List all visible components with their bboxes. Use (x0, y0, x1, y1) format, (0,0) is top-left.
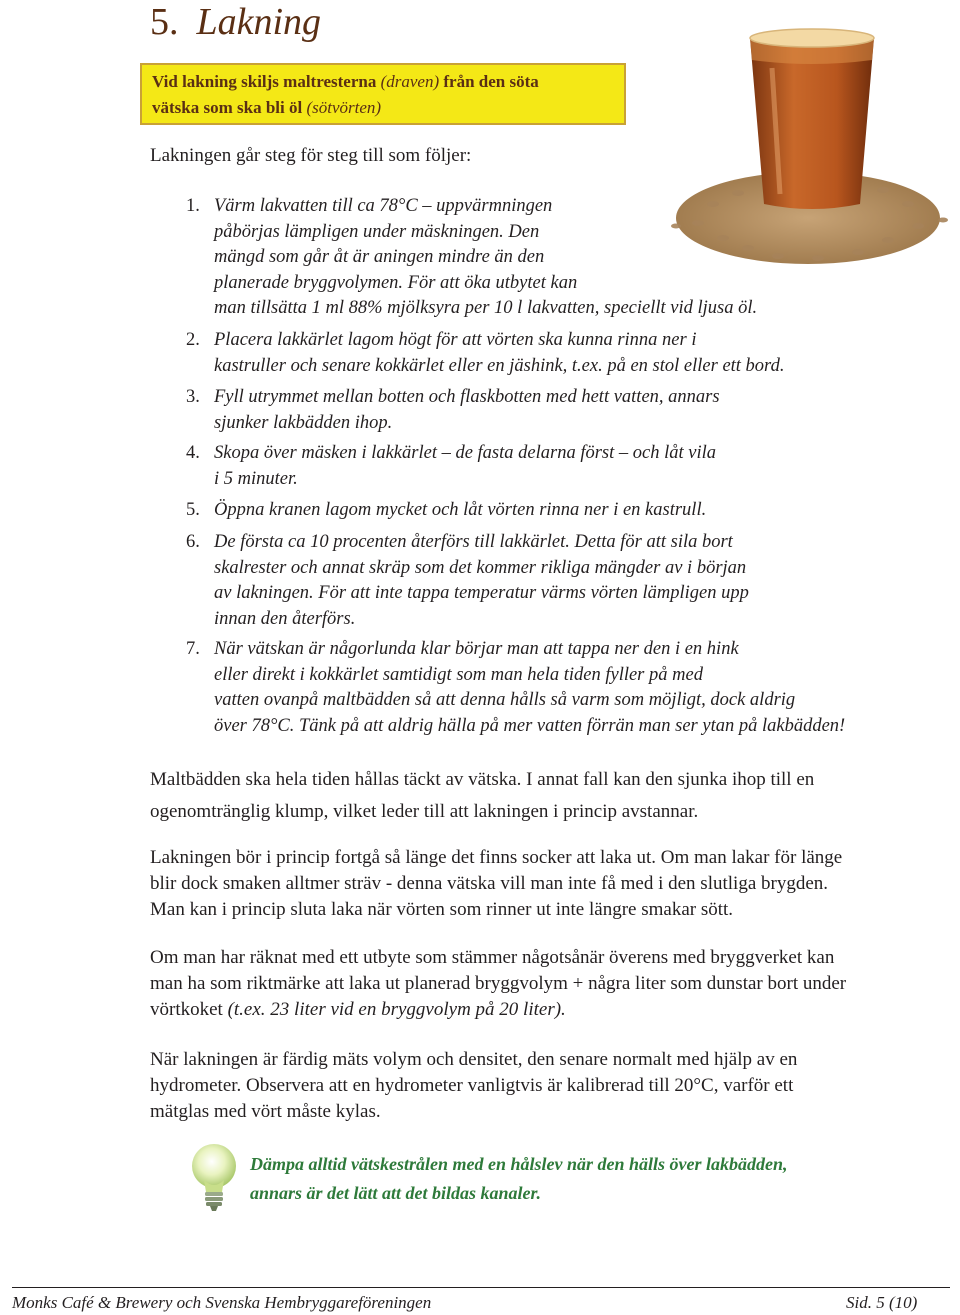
paragraph-line: hydrometer. Observera att en hydrometer vanligtvis är kalibrerad till 20°C, varför ett (150, 1075, 794, 1096)
step-number: 2. (186, 330, 200, 350)
section-number: 5. (150, 1, 179, 43)
step-number: 5. (186, 500, 200, 520)
step-line: När vätskan är någorlunda klar börjar man att tappa ner den i en hink (214, 639, 739, 659)
paragraph-lautering-duration (150, 845, 930, 923)
tip-line: annars är det lätt att det bildas kanaler. (250, 1183, 542, 1203)
page-title (150, 0, 321, 44)
step-line: Öppna kranen lagom mycket och låt vörten rinna ner i en kastrull. (214, 500, 707, 520)
paragraph-line: Lakningen bör i princip fortgå så länge det finns socker att laka ut. Om man lakar för länge (150, 847, 843, 868)
step-number: 6. (186, 532, 200, 552)
step-line: påbörjas lämpligen under mäskningen. Den (214, 221, 540, 242)
paragraph-line: När lakningen är färdig mäts volym och densitet, den senare normalt med hjälp av en (150, 1049, 798, 1070)
step-line: över 78°C. Tänk på att aldrig hälla på mer vatten förrän man ser ytan på lakbädden! (214, 715, 846, 736)
step-number: 7. (186, 639, 200, 659)
page-number: Sid. 5 (10) (846, 1293, 918, 1312)
intro-text-2: (draven) (380, 72, 440, 91)
paragraph-line: vörtkoket (150, 999, 228, 1020)
step-line: mängd som går åt är aningen mindre än den (214, 247, 545, 267)
step-line: av lakningen. För att inte tappa temperatur värms vörten lämpligen upp (214, 583, 749, 603)
intro-text-3: från den söta (439, 72, 539, 91)
paragraph-line: blir dock smaken alltmer sträv - denna vätska vill man inte få med i den slutliga brygden. (150, 873, 829, 894)
step-number: 3. (186, 387, 200, 407)
paragraph-yield (150, 945, 930, 1023)
step-line: skalrester och annat skräp som det kommer rikliga mängder av i början (214, 557, 747, 578)
section-title: Lakning (196, 1, 322, 43)
step-line: De första ca 10 procenten återförs till lakkärlet. Detta för att sila bort (214, 532, 733, 552)
step-number: 1. (186, 196, 200, 216)
paragraph-hydrometer (150, 1047, 930, 1125)
tip-line: Dämpa alltid vätskestrålen med en hålslev när den hälls över lakbädden, (250, 1154, 788, 1174)
intro-text-5: (sötvörten) (306, 98, 382, 117)
paragraph-mash-covered (150, 764, 930, 828)
step-line: eller direkt i kokkärlet samtidigt som man hela tiden fyller på med (214, 664, 703, 685)
step-line: Fyll utrymmet mellan botten och flaskbotten med hett vatten, annars (214, 387, 720, 407)
step-line: Värm lakvatten till ca 78°C – uppvärmningen (214, 196, 553, 216)
step-line: i 5 minuter. (214, 468, 298, 489)
paragraph-line: ogenomtränglig klump, vilket leder till att lakningen i princip avstannar. (150, 801, 699, 822)
step-line: planerade bryggvolymen. För att öka utbytet kan (214, 272, 578, 293)
footer-divider (12, 1287, 950, 1288)
intro-text-4: vätska som ska bli öl (152, 98, 307, 117)
step-line: kastruller och senare kokkärlet eller en jäshink, t.ex. på en stol eller ett bord. (214, 355, 785, 376)
intro-callout (140, 63, 626, 125)
step-line: vatten ovanpå maltbädden så att denna hålls så varm som möjligt, dock aldrig (214, 690, 796, 710)
step-line: innan den återförs. (214, 608, 356, 629)
lead-text: Lakningen går steg för steg till som följer: (150, 145, 472, 166)
step-line: Skopa över mäsken i lakkärlet – de fasta delarna först – och låt vila (214, 443, 716, 463)
lightbulb-icon (188, 1140, 240, 1212)
paragraph-line: Maltbädden ska hela tiden hållas täckt av vätska. I annat fall kan den sjunka ihop till en (150, 769, 815, 790)
step-line: sjunker lakbädden ihop. (214, 412, 393, 433)
paragraph-line: man ha som riktmärke att laka ut planerad bryggvolym + några liter som dunstar bort under (150, 973, 847, 994)
step-line: man tillsätta 1 ml 88% mjölksyra per 10 l lakvatten, speciellt vid ljusa öl. (214, 298, 758, 318)
paragraph-line: mätglas med vört måste kylas. (150, 1101, 381, 1122)
paragraph-example: (t.ex. 23 liter vid en bryggvolym på 20 liter). (227, 999, 566, 1020)
step-line: Placera lakkärlet lagom högt för att vörten ska kunna rinna ner i (214, 330, 697, 350)
intro-text-1: Vid lakning skiljs maltresterna (152, 72, 381, 91)
paragraph-line: Man kan i princip sluta laka när vörten som rinner ut inte längre smakar sött. (150, 899, 734, 920)
step-number: 4. (186, 443, 200, 463)
paragraph-line: Om man har räknat med ett utbyte som stämmer någotsånär överens med bryggverket kan (150, 947, 835, 968)
tip-callout (250, 1150, 788, 1208)
footer-publisher: Monks Café & Brewery och Svenska Hembryggareföreningen (12, 1293, 432, 1312)
